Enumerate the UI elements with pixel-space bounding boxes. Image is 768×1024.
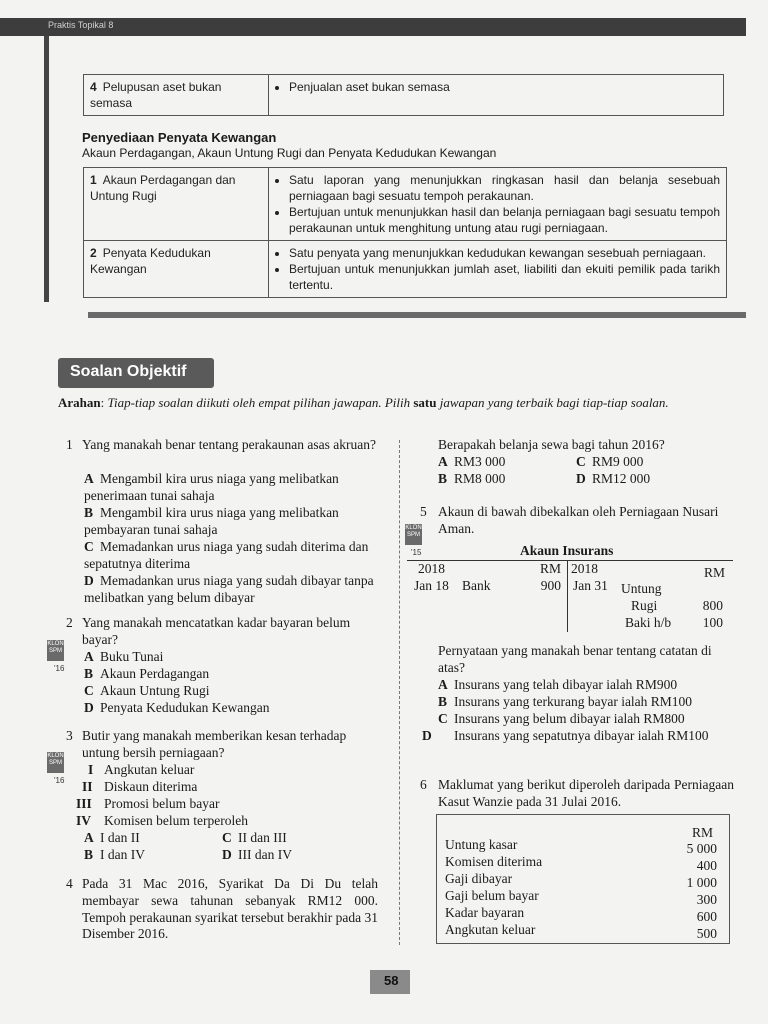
info-table-box	[436, 814, 730, 944]
option-a: A Mengambil kira urus niaga yang melibatkan penerimaan tunai sahaja	[84, 471, 339, 503]
question-text: Butir yang manakah memberikan kesan terhadap untung bersih perniagaan?	[82, 728, 347, 760]
option-b: B Akaun Perdagangan	[84, 666, 210, 681]
badge-year: '16	[54, 776, 65, 785]
left-margin-bar	[44, 36, 49, 302]
option-c: C Insurans yang belum dibayar ialah RM800	[438, 711, 685, 726]
question-text: Pada 31 Mac 2016, Syarikat Da Di Du telah membayar sewa tahunan sebanyak RM12 000. Tempoh perakaunan syarikat tersebut berakhir pada 31 Disember 2016.	[82, 876, 378, 942]
table-row: Angkutan keluar 500	[445, 922, 717, 941]
option-c: C II dan III	[222, 830, 287, 845]
badge-year: '16	[54, 664, 65, 673]
option-d: D RM12 000	[576, 471, 651, 486]
question-text: Yang manakah benar tentang perakaunan asas akruan?	[82, 437, 377, 452]
question-number: 6	[420, 777, 427, 792]
table-row: Untung kasar 5 000	[445, 837, 717, 856]
question-text: Akaun di bawah dibekalkan oleh Perniagaan Nusari Aman.	[438, 504, 719, 536]
question-number: 1	[66, 437, 73, 452]
question-text: Maklumat yang berikut diperoleh daripada Perniagaan Kasut Wanzie pada 31 Julai 2016.	[438, 777, 734, 809]
question-number: 5	[420, 504, 427, 519]
option-c: C Memadankan urus niaga yang sudah diterima dan sepatutnya diterima	[84, 539, 369, 571]
option-c: C Akaun Untung Rugi	[84, 683, 210, 698]
option-a: A Insurans yang telah dibayar ialah RM900	[438, 677, 678, 692]
table-row	[84, 241, 727, 298]
option-b: B Mengambil kira urus niaga yang melibatkan pembayaran tunai sahaja	[84, 505, 339, 537]
row-point: • Satu penyata yang menunjukkan kedudukan kewangan sesebuah perniagaan.	[289, 245, 720, 261]
option-d: D Insurans yang sepatutnya dibayar ialah RM100	[422, 728, 709, 743]
row-item: Penyata Kedudukan Kewangan	[90, 246, 211, 276]
page-number: 58	[384, 973, 399, 988]
table-row: Kadar bayaran 600	[445, 905, 717, 924]
option-d: D Penyata Kedudukan Kewangan	[84, 700, 270, 715]
column-divider	[399, 440, 400, 945]
row-point: • Bertujuan untuk menunjukkan jumlah aset, liabiliti dan ekuiti pemilik pada tarikh tertentu.	[289, 261, 720, 293]
info-table-header: RM	[691, 825, 713, 840]
question-number: 3	[66, 728, 73, 743]
klon-spm-badge: KLON SPM	[47, 752, 64, 773]
instructions: Arahan: Tiap-tiap soalan diikuti oleh empat pilihan jawapan. Pilih satu jawapan yang terbaik bagi tiap-tiap soalan.	[58, 395, 669, 410]
row-point: • Penjualan aset bukan semasa	[289, 79, 717, 95]
section-divider-bar	[88, 312, 746, 318]
table-row	[84, 168, 727, 241]
option-a: A I dan II	[84, 830, 140, 845]
row-item: Akaun Perdagangan dan Untung Rugi	[90, 173, 236, 203]
question-text: Pernyataan yang manakah benar tentang catatan di atas?	[438, 643, 712, 675]
account-center-rule	[567, 560, 568, 632]
section-heading: Penyediaan Penyata Kewangan	[82, 130, 277, 145]
option-a: A Buku Tunai	[84, 649, 164, 664]
financial-statements-table	[83, 167, 727, 298]
klon-spm-badge: KLON SPM	[405, 524, 422, 545]
row-number: 1	[90, 173, 97, 187]
question-number: 2	[66, 615, 73, 630]
table-row: Komisen diterima 400	[445, 854, 717, 873]
row-number: 4	[90, 80, 97, 94]
statement-2: II Diskaun diterima	[82, 779, 198, 794]
banner-title: Soalan Objektif	[70, 363, 187, 380]
option-b: B I dan IV	[84, 847, 145, 862]
option-b: B Insurans yang terkurang bayar ialah RM100	[438, 694, 693, 709]
account-top-rule	[407, 560, 733, 561]
table-row: Gaji dibayar 1 000	[445, 871, 717, 890]
klon-spm-badge: KLON SPM	[47, 640, 64, 661]
statement-3: III Promosi belum bayar	[76, 796, 220, 811]
row-number: 2	[90, 246, 97, 260]
question-text: Yang manakah mencatatkan kadar bayaran belum bayar?	[82, 615, 351, 647]
info-table-rows	[445, 837, 717, 939]
table-row: Gaji belum bayar 300	[445, 888, 717, 907]
instructions-text-b: jawapan yang terbaik bagi tiap-tiap soalan.	[439, 395, 669, 410]
statement-1: I Angkutan keluar	[88, 762, 195, 777]
option-b: B RM8 000	[438, 471, 506, 486]
badge-year: '15	[411, 548, 422, 557]
instructions-text-a: Tiap-tiap soalan diikuti oleh empat pilihan jawapan. Pilih	[107, 395, 411, 410]
account-title: Akaun Insurans	[520, 543, 614, 558]
option-c: C RM9 000	[576, 454, 644, 469]
table-row	[84, 75, 724, 116]
instructions-bold: satu	[413, 395, 437, 410]
option-a: A RM3 000	[438, 454, 506, 469]
statement-4: IV Komisen belum terperoleh	[76, 813, 248, 828]
section-subheading: Akaun Perdagangan, Akaun Untung Rugi dan Penyata Kedudukan Kewangan	[82, 146, 497, 160]
summary-table-top	[83, 74, 724, 116]
row-point: • Bertujuan untuk menunjukkan hasil dan belanja perniagaan bagi sesuatu tempoh perakaunan untuk menghitung untung atau rugi perniagaan.	[289, 204, 720, 236]
instructions-label: Arahan	[58, 395, 101, 410]
option-d: D Memadankan urus niaga yang sudah dibayar tanpa melibatkan yang belum dibayar	[84, 573, 374, 605]
question-text: Berapakah belanja sewa bagi tahun 2016?	[438, 437, 665, 452]
option-d: D III dan IV	[222, 847, 292, 862]
question-number: 4	[66, 876, 73, 891]
row-item: Pelupusan aset bukan semasa	[90, 80, 222, 110]
topic-tab-label: Praktis Topikal 8	[48, 20, 114, 30]
row-point: • Satu laporan yang menunjukkan ringkasan hasil dan belanja sesebuah perniagaan bagi sesuatu tempoh perakaunan.	[289, 172, 720, 204]
